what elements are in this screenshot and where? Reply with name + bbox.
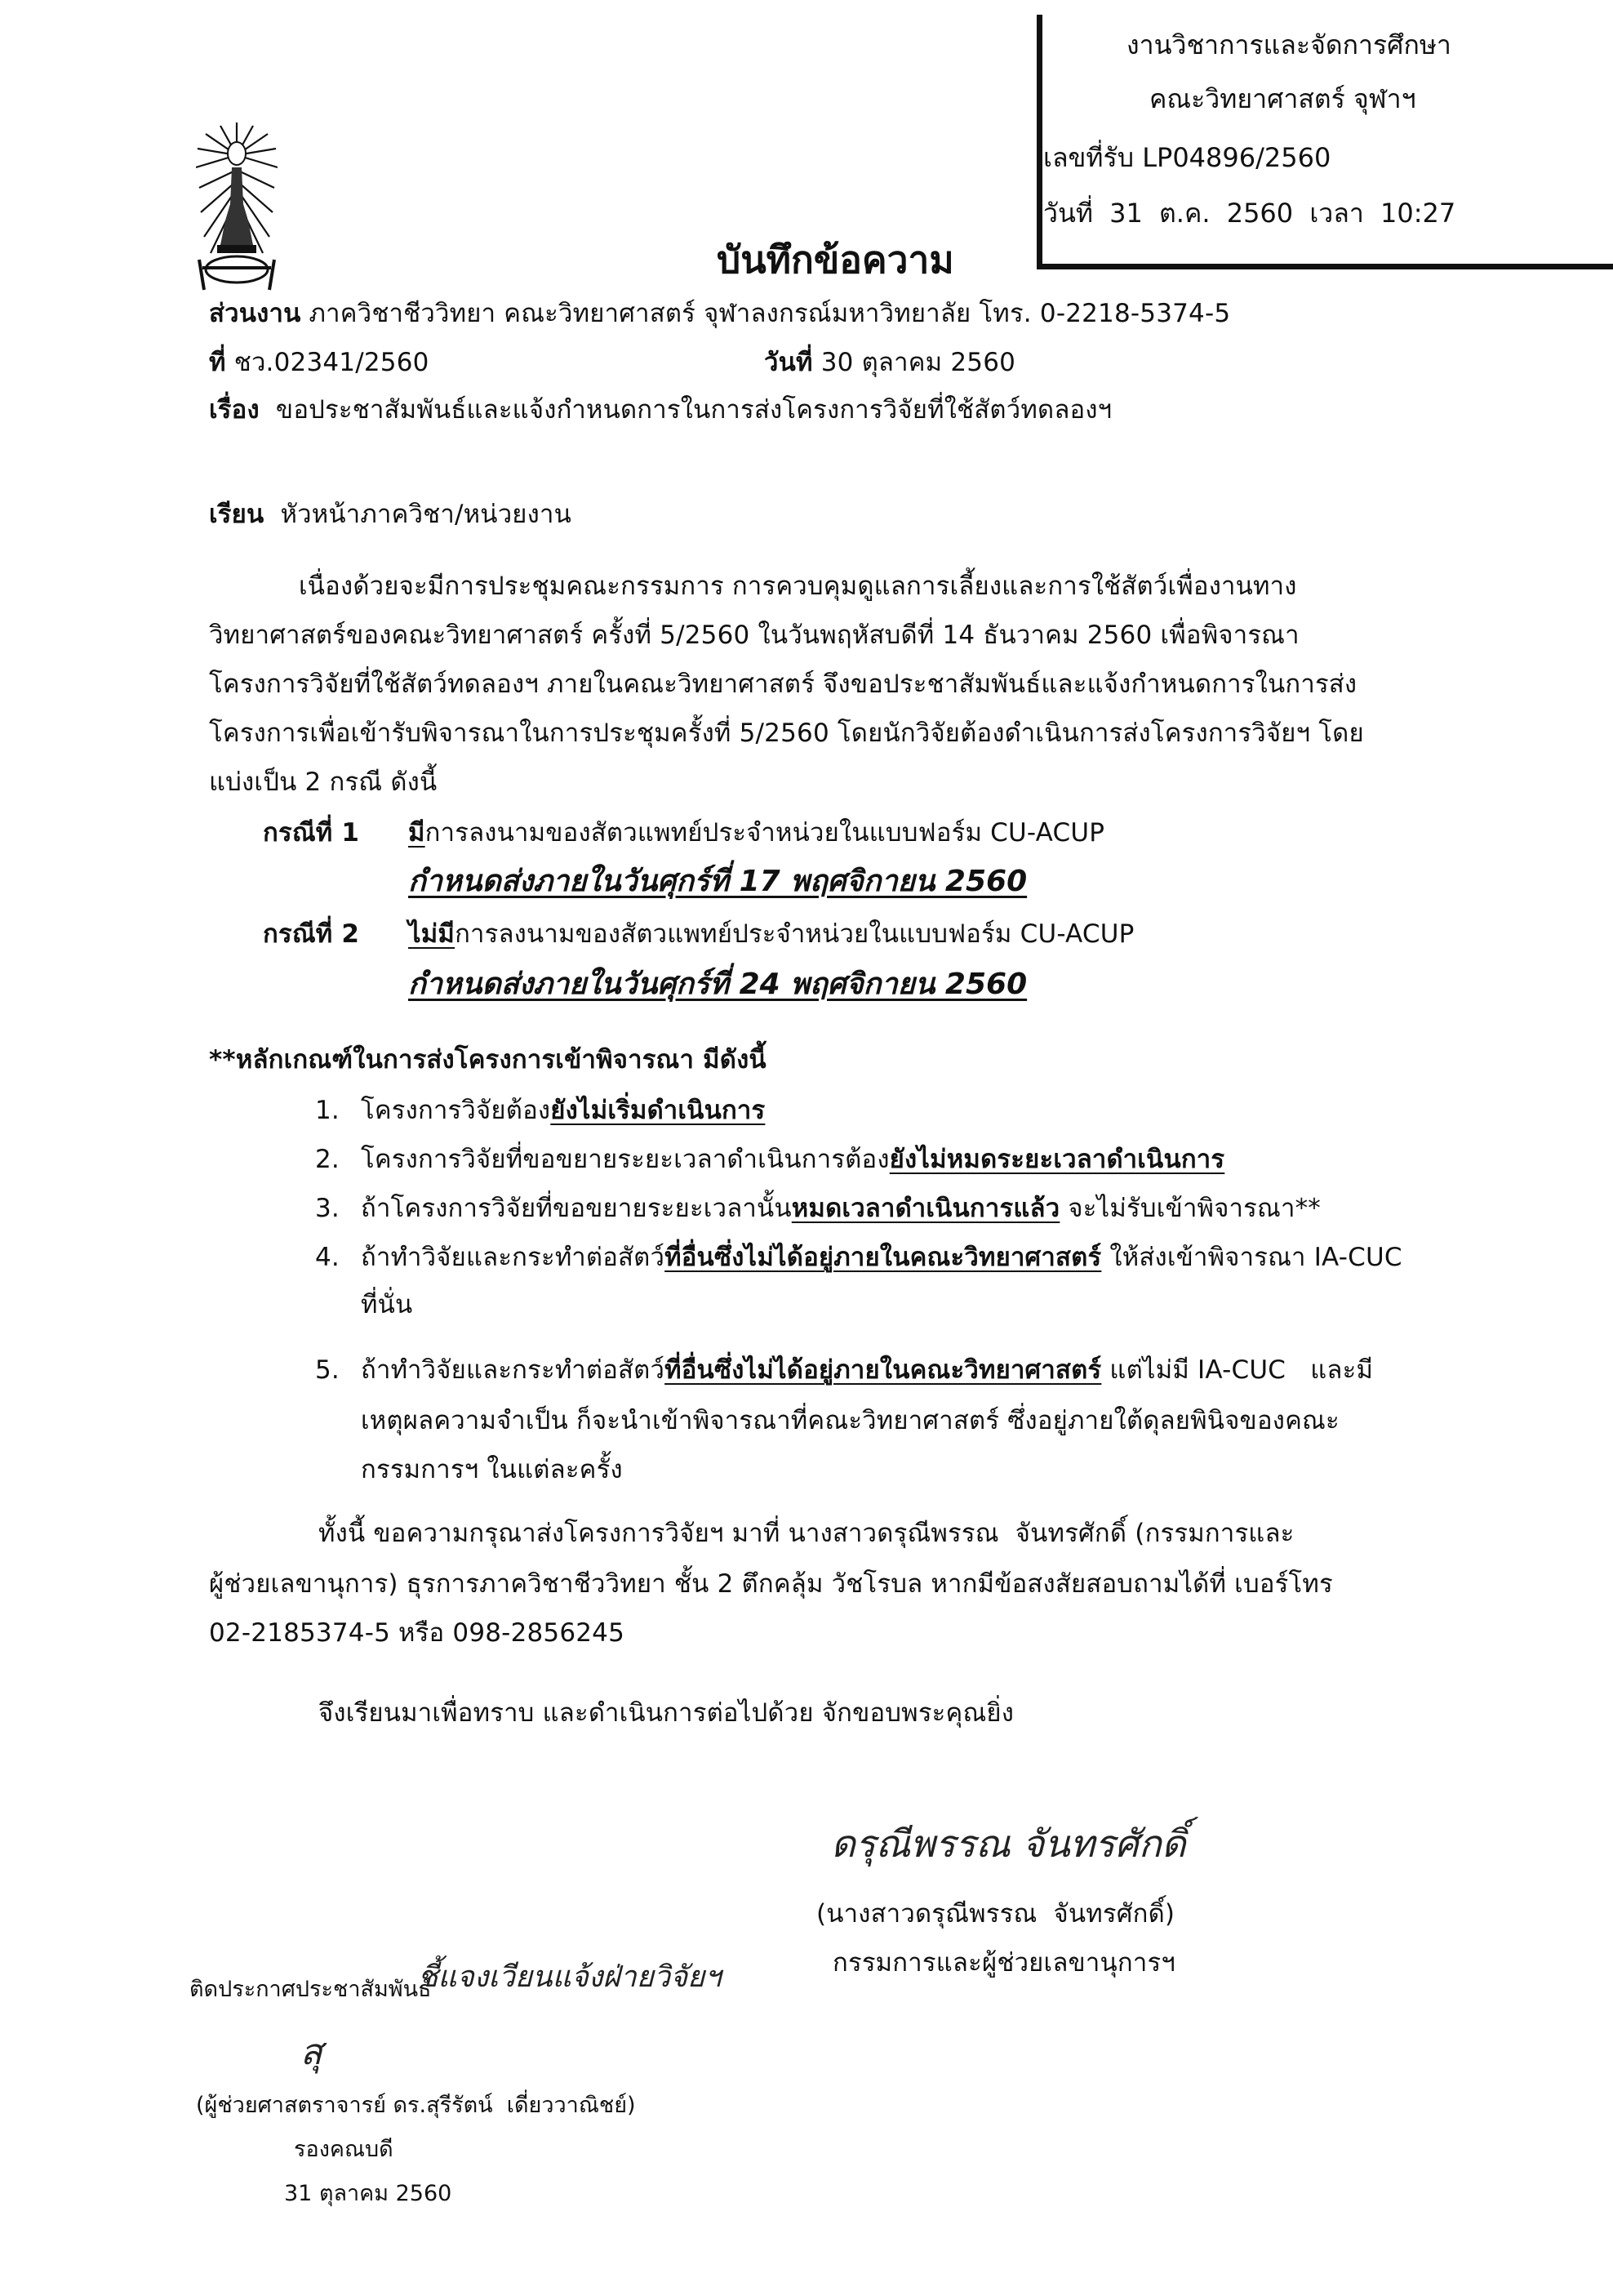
stamp-date-label: วันที่: [1043, 198, 1093, 229]
criteria-number: 4.: [315, 1243, 340, 1272]
case-2-deadline: กำหนดส่งภายในวันศุกร์ที่ 24 พฤศจิกายน 2560: [408, 968, 1028, 1001]
endorsement-date: 31 ตุลาคม 2560: [284, 2181, 452, 2206]
stamp-date: 31 ต.ค. 2560: [1109, 198, 1294, 229]
case-1-description: การลงนามของสัตวแพทย์ประจำหน่วยในแบบฟอร์ม CU-ACUP: [424, 818, 1105, 848]
department-line: [209, 292, 1230, 333]
endorser-position: รองคณบดี: [294, 2137, 393, 2162]
criteria-text: ถ้าทำวิจัยและกระทำต่อสัตว์: [361, 1355, 665, 1385]
stamp-receipt-value: LP04896/2560: [1142, 142, 1331, 173]
criteria-emphasis: ที่อื่นซึ่งไม่ได้อยู่ภายในคณะวิทยาศาสตร์: [664, 1243, 1102, 1272]
criteria-number: 2.: [315, 1145, 340, 1174]
case-2-text: [408, 913, 1135, 954]
signatory-name: (นางสาวดรุณีพรรณ จันทรศักดิ์): [816, 1899, 1175, 1929]
case-2-label: กรณีที่ 2: [263, 919, 360, 949]
stamp-faculty: คณะวิทยาศาสตร์ จุฬาฯ: [1149, 83, 1416, 114]
recipient-line: [209, 493, 571, 534]
department-label: ส่วนงาน: [209, 299, 301, 328]
subject-value: ขอประชาสัมพันธ์และแจ้งกำหนดการในการส่งโครงการวิจัยที่ใช้สัตว์ทดลองฯ: [275, 395, 1113, 425]
criteria-number: 3.: [315, 1194, 340, 1223]
reference-value: ชว.02341/2560: [233, 348, 429, 377]
university-emblem-icon: [196, 122, 278, 294]
criteria-text: ให้ส่งเข้าพิจารณา IA-CUC: [1101, 1243, 1402, 1272]
criteria-text: แต่ไม่มี IA-CUC และมี: [1101, 1355, 1374, 1385]
criteria-emphasis: ยังไม่เริ่มดำเนินการ: [550, 1096, 766, 1125]
case-2-emphasis: ไม่มี: [408, 919, 455, 949]
recipient-value: หัวหน้าภาควิชา/หน่วยงาน: [280, 500, 572, 529]
para2-line: ทั้งนี้ ขอความกรุณาส่งโครงการวิจัยฯ มาที่ นางสาวดรุณีพรรณ จันทรศักดิ์ (กรรมการและ: [318, 1519, 1295, 1548]
memo-title: บันทึกข้อความ: [717, 238, 954, 282]
case-1-emphasis: มี: [408, 818, 425, 848]
endorsement-label: ติดประกาศประชาสัมพันธ์: [189, 1977, 432, 2002]
criteria-heading: **หลักเกณฑ์ในการส่งโครงการเข้าพิจารณา มีดังนี้: [209, 1045, 767, 1075]
subject-line: [209, 389, 1112, 429]
department-value: ภาควิชาชีววิทยา คณะวิทยาศาสตร์ จุฬาลงกรณ์มหาวิทยาลัย โทร. 0-2218-5374-5: [309, 299, 1231, 328]
stamp-datetime: [1043, 193, 1455, 234]
criteria-emphasis: ที่อื่นซึ่งไม่ได้อยู่ภายในคณะวิทยาศาสตร์: [664, 1355, 1102, 1385]
criteria-item: [315, 1187, 1321, 1228]
criteria-text: โครงการวิจัยที่ขอขยายระยะเวลาดำเนินการต้อง: [361, 1145, 890, 1174]
stamp-receipt-label: เลขที่รับ: [1043, 142, 1135, 173]
para1-line: วิทยาศาสตร์ของคณะวิทยาศาสตร์ ครั้งที่ 5/2560 ในวันพฤหัสบดีที่ 14 ธันวาคม 2560 เพื่อพิจารณา: [209, 621, 1300, 650]
criteria-continuation: กรรมการฯ ในแต่ละครั้ง: [361, 1455, 623, 1484]
criteria-number: 5.: [315, 1355, 340, 1385]
case-1-deadline: กำหนดส่งภายในวันศุกร์ที่ 17 พฤศจิกายน 2560: [408, 865, 1028, 898]
signature-handwriting: ดรุณีพรรณ จันทรศักดิ์: [831, 1822, 1186, 1866]
criteria-item: [315, 1349, 1373, 1390]
endorsement-handwritten-note: ชี้แจงเวียนแจ้งฝ่ายวิจัยฯ: [418, 1960, 722, 1994]
criteria-continuation: เหตุผลความจำเป็น ก็จะนำเข้าพิจารณาที่คณะวิทยาศาสตร์ ซึ่งอยู่ภายใต้ดุลยพินิจของคณะ: [361, 1406, 1340, 1435]
signatory-position: กรรมการและผู้ช่วยเลขานุการฯ: [833, 1948, 1175, 1978]
case-1-text: [408, 812, 1104, 852]
reference-line: [209, 341, 429, 382]
memo-date-label: วันที่: [764, 348, 813, 377]
criteria-text: ถ้าทำวิจัยและกระทำต่อสัตว์: [361, 1243, 665, 1272]
subject-label: เรื่อง: [209, 395, 260, 425]
case-1-label: กรณีที่ 1: [263, 818, 360, 848]
stamp-receipt-no: [1043, 137, 1331, 179]
para1-line: โครงการวิจัยที่ใช้สัตว์ทดลองฯ ภายในคณะวิทยาศาสตร์ จึงขอประชาสัมพันธ์และแจ้งกำหนดการในการส่ง: [209, 670, 1357, 699]
reference-label: ที่: [209, 348, 226, 377]
criteria-item: [315, 1089, 765, 1130]
para1-line: แบ่งเป็น 2 กรณี ดังนี้: [209, 768, 438, 797]
criteria-text: จะไม่รับเข้าพิจารณา**: [1060, 1194, 1321, 1223]
criteria-text: โครงการวิจัยต้อง: [361, 1096, 551, 1125]
para1-line: โครงการเพื่อเข้ารับพิจารณาในการประชุมครั้งที่ 5/2560 โดยนักวิจัยต้องดำเนินการส่งโครงการวิจัยฯ โดย: [209, 719, 1364, 748]
para2-line: ผู้ช่วยเลขานุการ) ธุรการภาควิชาชีววิทยา ชั้น 2 ตึกคลุ้ม วัชโรบล หากมีข้อสงสัยสอบถามได้ที่ เบอร์โทร: [209, 1569, 1333, 1599]
criteria-text: ถ้าโครงการวิจัยที่ขอขยายระยะเวลานั้น: [361, 1194, 792, 1223]
recipient-label: เรียน: [209, 500, 264, 529]
criteria-continuation: ที่นั่น: [361, 1290, 413, 1319]
para1-line: เนื่องด้วยจะมีการประชุมคณะกรรมการ การควบคุมดูแลการเลี้ยงและการใช้สัตว์เพื่องานทาง: [299, 572, 1297, 601]
criteria-item: [315, 1138, 1224, 1179]
endorser-name: (ผู้ช่วยศาสตราจารย์ ดร.สุรีรัตน์ เดี่ยววาณิชย์): [196, 2093, 636, 2118]
memo-date-line: [764, 341, 1015, 382]
criteria-emphasis: หมดเวลาดำเนินการแล้ว: [791, 1194, 1060, 1223]
memo-date-value: 30 ตุลาคม 2560: [820, 348, 1016, 377]
closing-line: จึงเรียนมาเพื่อทราบ และดำเนินการต่อไปด้วย จักขอบพระคุณยิ่ง: [318, 1698, 1015, 1728]
criteria-emphasis: ยังไม่หมดระยะเวลาดำเนินการ: [889, 1145, 1225, 1174]
stamp-time-label: เวลา: [1309, 198, 1364, 229]
case-2-description: การลงนามของสัตวแพทย์ประจำหน่วยในแบบฟอร์ม CU-ACUP: [455, 919, 1135, 949]
para2-line: 02-2185374-5 หรือ 098-2856245: [209, 1618, 625, 1648]
stamp-time: 10:27: [1380, 198, 1456, 229]
criteria-number: 1.: [315, 1096, 340, 1125]
stamp-office: งานวิชาการและจัดการศึกษา: [1126, 29, 1451, 60]
endorsement-initials: สุ: [300, 2031, 322, 2073]
criteria-item: [315, 1236, 1402, 1277]
